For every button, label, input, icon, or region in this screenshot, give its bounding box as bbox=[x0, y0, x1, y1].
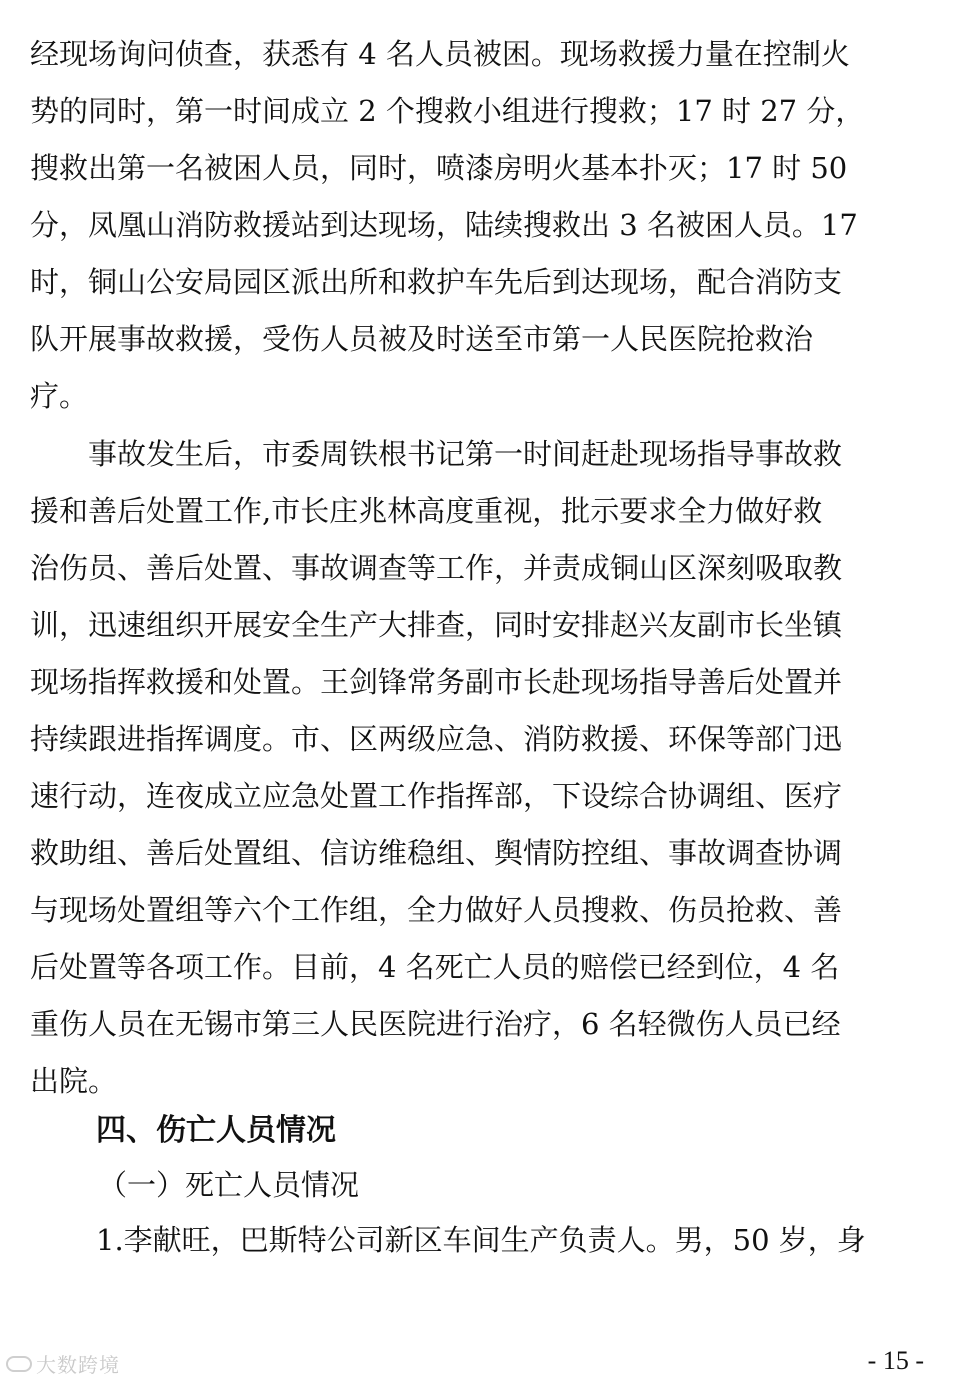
paragraph-line: 训，迅速组织开展安全生产大排查，同时安排赵兴友副市长坐镇 bbox=[30, 608, 843, 642]
watermark-text: 大数跨境 bbox=[36, 1353, 120, 1377]
paragraph-line: 经现场询问侦查，获悉有 4 名人员被困。现场救援力量在控制火 bbox=[30, 37, 850, 71]
paragraph-line: 与现场处置组等六个工作组，全力做好人员搜救、伤员抢救、善 bbox=[30, 893, 843, 927]
paragraph-line: 援和善后处置工作,市长庄兆林高度重视，批示要求全力做好救 bbox=[30, 494, 823, 528]
paragraph-line: 事故发生后，市委周铁根书记第一时间赶赴现场指导事故救 bbox=[30, 437, 843, 471]
paragraph-rescue bbox=[30, 26, 924, 425]
subsection-heading: （一）死亡人员情况 bbox=[98, 1168, 360, 1202]
paragraph-line: 时，铜山公安局园区派出所和救护车先后到达现场，配合消防支 bbox=[30, 265, 843, 299]
paragraph-line: 分，凤凰山消防救援站到达现场，陆续搜救出 3 名被困人员。17 bbox=[30, 208, 858, 242]
paragraph-line: 后处置等各项工作。目前，4 名死亡人员的赔偿已经到位，4 名 bbox=[30, 950, 840, 984]
section-heading: 四、伤亡人员情况 bbox=[96, 1113, 336, 1148]
paragraph-line: 现场指挥救援和处置。王剑锋常务副市长赴现场指导善后处置并 bbox=[30, 665, 843, 699]
paragraph-line: 出院。 bbox=[30, 1064, 118, 1098]
paragraph-response bbox=[30, 426, 924, 1110]
page-number: - 15 - bbox=[867, 1346, 924, 1375]
paragraph-line: 势的同时，第一时间成立 2 个搜救小组进行搜救；17 时 27 分， bbox=[30, 94, 865, 128]
paragraph-line: 速行动，连夜成立应急处置工作指挥部，下设综合协调组、医疗 bbox=[30, 779, 843, 813]
paragraph-line: 疗。 bbox=[30, 379, 89, 413]
paragraph-line: 搜救出第一名被困人员，同时，喷漆房明火基本扑灭；17 时 50 bbox=[30, 151, 848, 185]
list-item: 1.李献旺，巴斯特公司新区车间生产负责人。男，50 岁，身 bbox=[96, 1223, 866, 1257]
paragraph-line: 治伤员、善后处置、事故调查等工作，并责成铜山区深刻吸取教 bbox=[30, 551, 843, 585]
paragraph-line: 队开展事故救援，受伤人员被及时送至市第一人民医院抢救治 bbox=[30, 322, 814, 356]
paragraph-line: 救助组、善后处置组、信访维稳组、舆情防控组、事故调查协调 bbox=[30, 836, 843, 870]
paragraph-line: 重伤人员在无锡市第三人民医院进行治疗，6 名轻微伤人员已经 bbox=[30, 1007, 841, 1041]
paragraph-line: 持续跟进指挥调度。市、区两级应急、消防救援、环保等部门迅 bbox=[30, 722, 843, 756]
watermark bbox=[6, 1349, 120, 1378]
watermark-logo-icon bbox=[6, 1356, 32, 1372]
